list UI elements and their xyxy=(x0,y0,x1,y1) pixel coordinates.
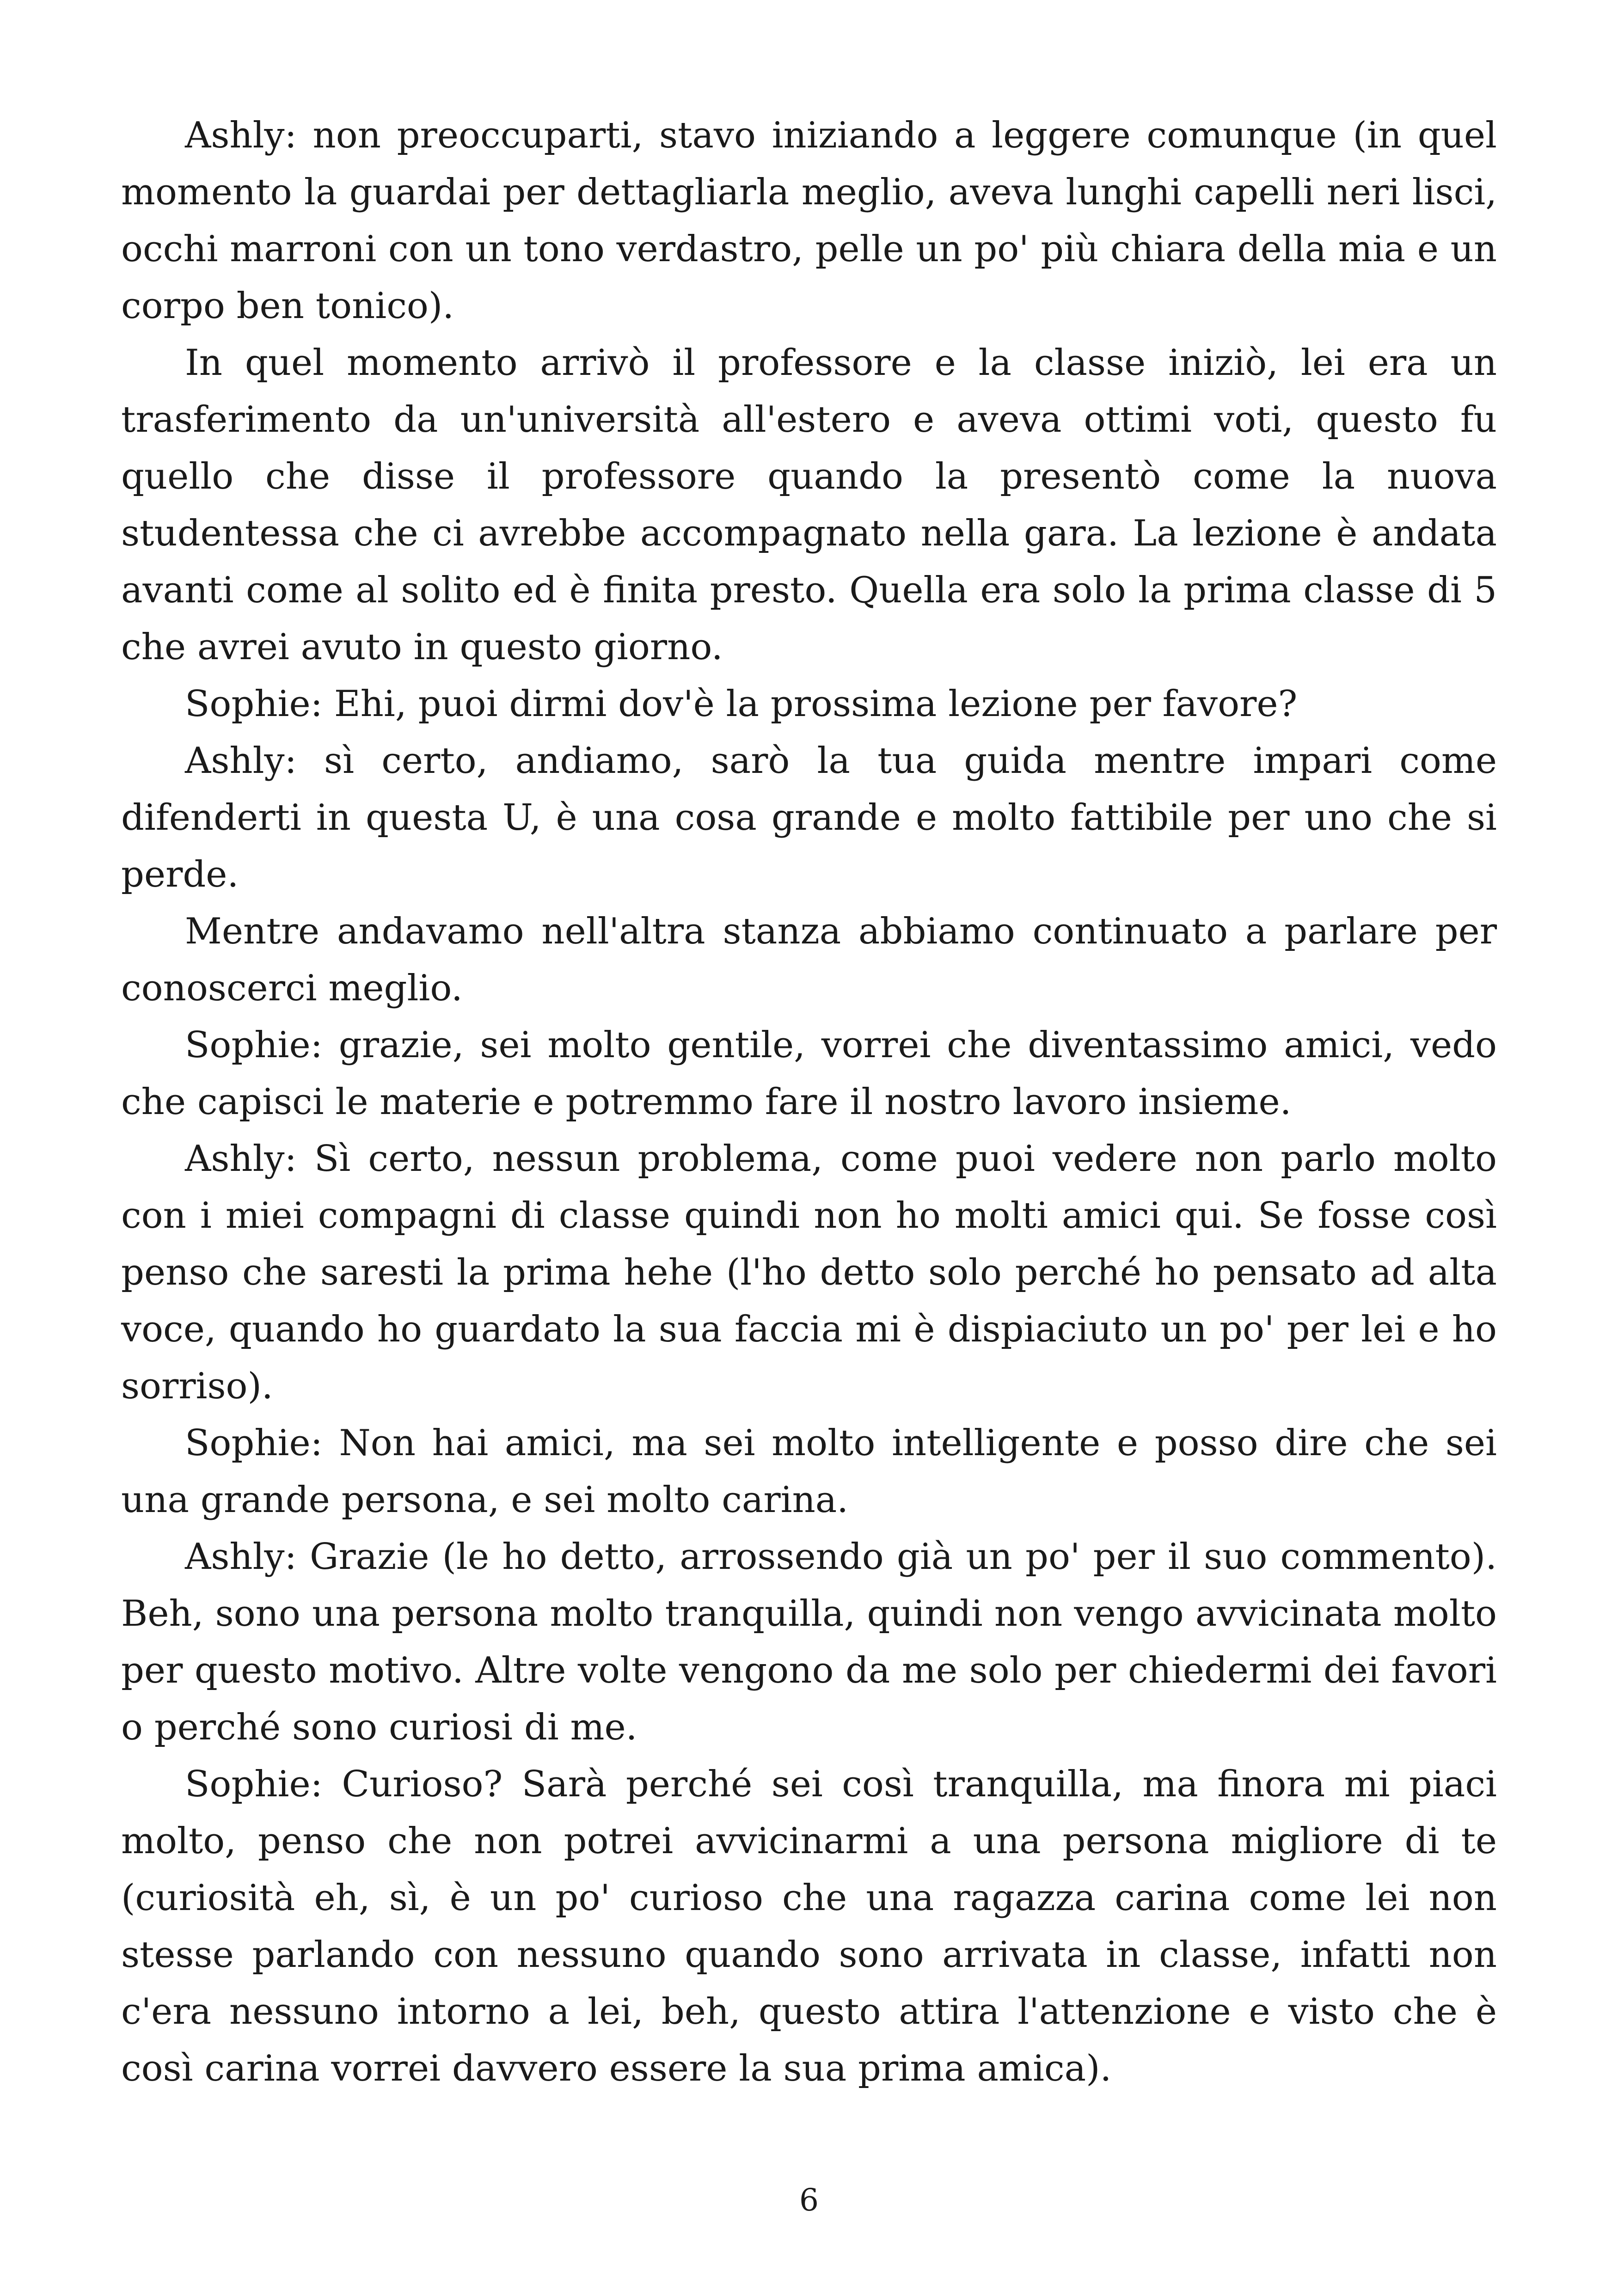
paragraph: In quel momento arrivò il professore e la classe iniziò, lei era un trasferimento da un'università all'estero e aveva ottimi voti, questo fu quello che disse il professore quando la presentò come la nuova studentessa che ci avrebbe accompagnato nella gara. La lezione è andata avanti come al solito ed è finita presto. Quella era solo la prima classe di 5 che avrei avuto in questo giorno. xyxy=(121,342,1497,668)
paragraph: Ashly: sì certo, andiamo, sarò la tua guida mentre impari come difenderti in questa U, è una cosa grande e molto fattibile per uno che si perde. xyxy=(121,740,1497,895)
paragraph: Sophie: Ehi, puoi dirmi dov'è la prossima lezione per favore? xyxy=(185,683,1298,725)
paragraph: Ashly: Grazie (le ho detto, arrossendo già un po' per il suo commento). Beh, sono una persona molto tranquilla, quindi non vengo avvicinata molto per questo motivo. Altre volte vengono da me solo per chiedermi dei favori o perché sono curiosi di me. xyxy=(121,1536,1497,1748)
page-number: 6 xyxy=(799,2182,819,2218)
paragraph: Ashly: non preoccuparti, stavo iniziando a leggere comunque (in quel momento la guardai per dettagliarla meglio, aveva lunghi capelli neri lisci, occhi marroni con un tono verdastro, pelle un po' più chiara della mia e un corpo ben tonico). xyxy=(121,115,1497,327)
body-text xyxy=(121,107,1497,2097)
paragraph: Mentre andavamo nell'altra stanza abbiamo continuato a parlare per conoscerci meglio. xyxy=(121,911,1497,1009)
paragraph: Sophie: grazie, sei molto gentile, vorrei che diventassimo amici, vedo che capisci le materie e potremmo fare il nostro lavoro insieme. xyxy=(121,1024,1497,1123)
paragraph: Ashly: Sì certo, nessun problema, come puoi vedere non parlo molto con i miei compagni di classe quindi non ho molti amici qui. Se fosse così penso che saresti la prima hehe (l'ho detto solo perché ho pensato ad alta voce, quando ho guardato la sua faccia mi è dispiaciuto un po' per lei e ho sorriso). xyxy=(121,1138,1497,1407)
paragraph: Sophie: Curioso? Sarà perché sei così tranquilla, ma finora mi piaci molto, penso che non potrei avvicinarmi a una persona migliore di te (curiosità eh, sì, è un po' curioso che una ragazza carina come lei non stesse parlando con nessuno quando sono arrivata in classe, infatti non c'era nessuno intorno a lei, beh, questo attira l'attenzione e visto che è così carina vorrei davvero essere la sua prima amica). xyxy=(121,1763,1497,2089)
paragraph: Sophie: Non hai amici, ma sei molto intelligente e posso dire che sei una grande persona, e sei molto carina. xyxy=(121,1422,1497,1521)
